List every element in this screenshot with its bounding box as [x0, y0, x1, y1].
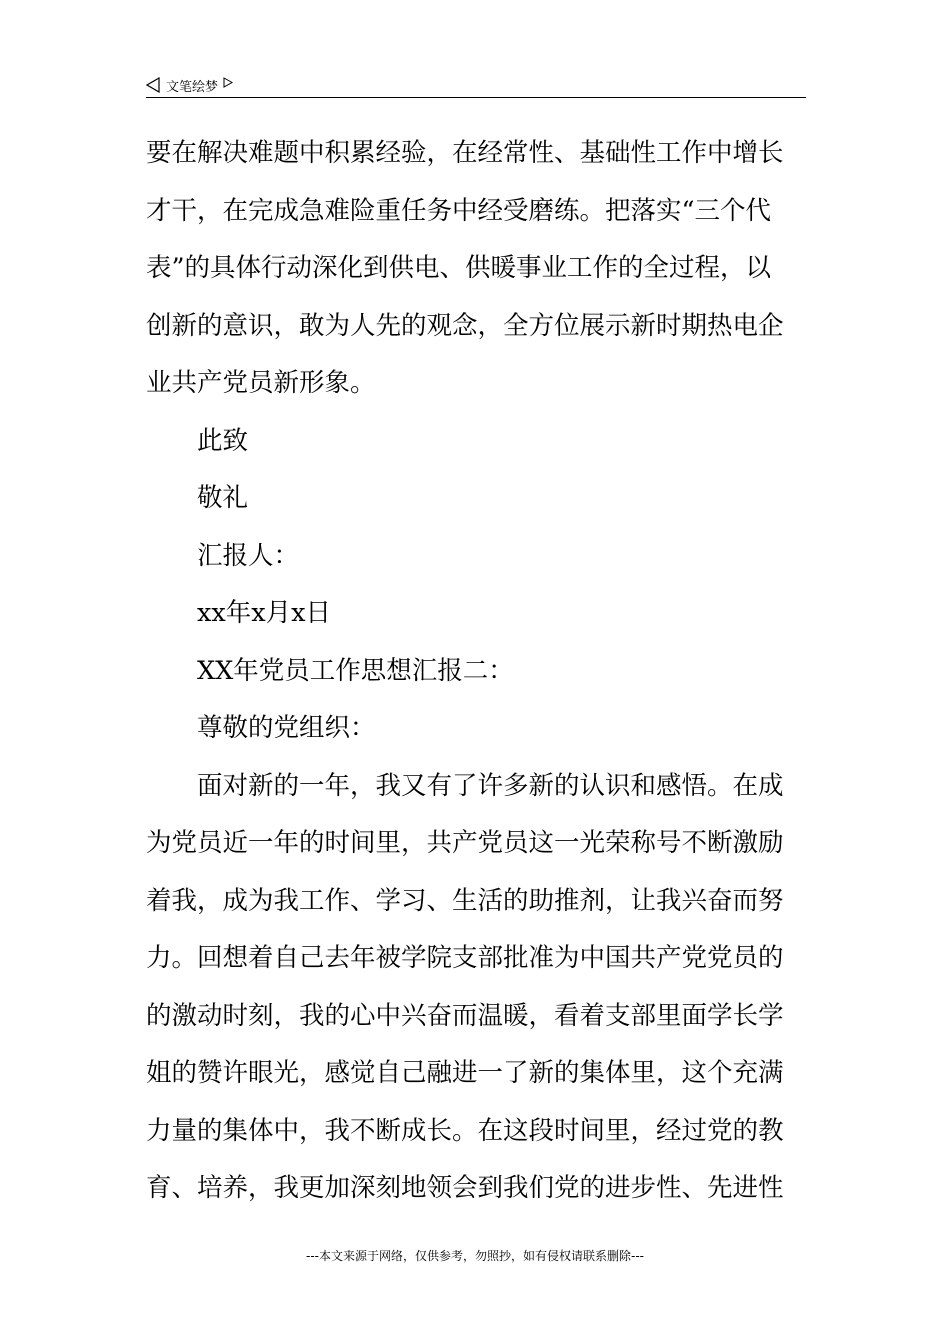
text-line: 业共产党员新形象。 — [146, 368, 376, 398]
page-header — [146, 74, 806, 96]
text-line: XX年党员工作思想汇报二： — [197, 655, 514, 686]
text-line: 力量的集体中，我不断成长。在这段时间里，经过党的教 — [146, 1115, 784, 1146]
text-line: 要在解决难题中积累经验，在经常性、基础性工作中增长 — [146, 138, 784, 168]
footer-disclaimer: ---本文来源于网络，仅供参考，勿照抄，如有侵权请联系删除--- — [306, 1249, 644, 1263]
text-line: 汇报人： — [197, 540, 300, 571]
text-line: 此致 — [197, 425, 249, 456]
text-line: 才干，在完成急难险重任务中经受磨练。把落实“三个代 — [146, 195, 772, 226]
text-line: xx年x月x日 — [197, 598, 332, 628]
text-line: 姐的赞许眼光，感觉自己融进一了新的集体里，这个充满 — [146, 1058, 784, 1088]
text-line: 为党员近一年的时间里，共产党员这一光荣称号不断激励 — [146, 828, 784, 858]
text-line: 力。回想着自己去年被学院支部批准为中国共产党党员的 — [146, 943, 784, 973]
text-line: 尊敬的党组织： — [197, 713, 376, 743]
text-line: 面对新的一年，我又有了许多新的认识和感悟。在成 — [197, 770, 784, 801]
document-body — [146, 125, 808, 1218]
text-line: 表”的具体行动深化到供电、供暖事业工作的全过程，以 — [146, 253, 772, 283]
header-divider — [146, 97, 806, 98]
triangle-left-outline-icon — [146, 77, 160, 93]
triangle-right-outline-icon — [223, 77, 233, 88]
text-line: 着我，成为我工作、学习、生活的助推剂，让我兴奋而努 — [146, 885, 784, 916]
text-line: 敬礼 — [197, 483, 249, 513]
text-line: 创新的意识，敢为人先的观念，全方位展示新时期热电企 — [146, 310, 784, 341]
header-title: 文笔绘梦 — [166, 79, 219, 95]
text-line: 育、培养，我更加深刻地领会到我们党的进步性、先进性 — [146, 1173, 784, 1203]
text-line: 的激动时刻，我的心中兴奋而温暖，看着支部里面学长学 — [146, 1000, 784, 1031]
